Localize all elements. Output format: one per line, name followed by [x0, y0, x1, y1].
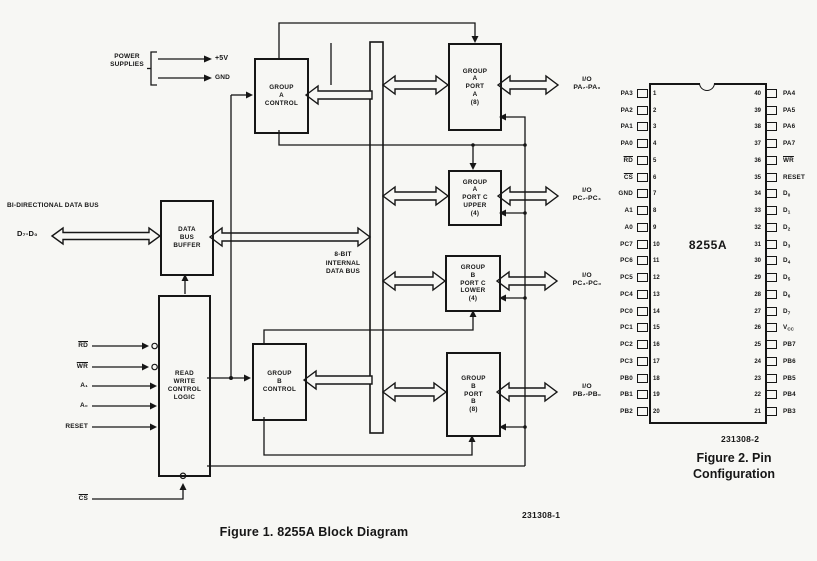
- pin-row: [596, 290, 817, 300]
- block-group-a-port-c-upper: [448, 170, 502, 226]
- figure2-ref: 231308-2: [721, 434, 760, 444]
- pin-number: 25: [754, 342, 761, 349]
- pin-name-right: RESET: [783, 173, 805, 181]
- block-group-b-port-b: [446, 352, 501, 437]
- pin-name-right: PA6: [783, 123, 796, 131]
- pin-row: [596, 89, 817, 99]
- bus-port-c-lower-arrow: [383, 272, 445, 290]
- pin-name-left: PB0: [620, 374, 633, 382]
- bus-group-b-control-arrow: [304, 371, 372, 389]
- pin-pad-icon: [766, 407, 777, 416]
- a1-input-label: A₁: [80, 382, 88, 389]
- pin-pad-icon: [637, 290, 648, 299]
- pin-name-left: PC2: [620, 341, 633, 349]
- rd-input-label: $\overline{RD}$: [78, 342, 88, 349]
- a0-input-label: A₀: [79, 402, 88, 409]
- pin-name-left: A1: [624, 207, 633, 215]
- pin-pad-icon: [766, 273, 777, 282]
- pin-number: 12: [653, 275, 660, 282]
- pin-number: 37: [754, 141, 761, 148]
- pin-number: 24: [754, 358, 761, 365]
- pin-name-left: PC3: [620, 357, 633, 365]
- pin-name-right: $D_5$: [783, 274, 791, 282]
- pin-name-left: PA1: [620, 123, 633, 131]
- pin-row: [596, 139, 817, 149]
- pin-name-right: PB3: [783, 408, 796, 416]
- d7-d0-label: D₇-D₀: [17, 229, 38, 238]
- pin-name-left: PA2: [620, 106, 633, 114]
- pin-number: 33: [754, 208, 761, 215]
- pin-name-left: PC4: [620, 290, 633, 298]
- pin-pad-icon: [766, 173, 777, 182]
- reset-input-label: RESET: [65, 423, 88, 430]
- pin-number: 18: [653, 375, 660, 382]
- block-group-a-port-a: [448, 43, 502, 131]
- pin-name-right: $D_1$: [783, 207, 791, 215]
- pin-configuration: [596, 75, 817, 505]
- pin-number: 31: [754, 241, 761, 248]
- pin-pad-icon: [766, 323, 777, 332]
- pin-number: 15: [653, 325, 660, 332]
- pin-number: 9: [653, 224, 657, 231]
- pin-name-right: PA5: [783, 106, 796, 114]
- block-label: GROUP A PORT C UPPER (4): [462, 178, 488, 217]
- pin-name-right: $D_2$: [783, 223, 791, 232]
- pin-rows: [596, 75, 817, 435]
- pin-name-right: $\overline{WR}$: [783, 156, 794, 164]
- pin-pad-icon: [637, 390, 648, 399]
- pin-number: 22: [754, 392, 761, 399]
- pin-pad-icon: [637, 240, 648, 249]
- pin-number: 10: [653, 241, 660, 248]
- block-label: GROUP B PORT B (8): [461, 375, 486, 414]
- pin-number: 36: [754, 157, 761, 164]
- block-label: READ WRITE CONTROL LOGIC: [167, 370, 202, 401]
- pin-number: 28: [754, 291, 761, 298]
- pin-pad-icon: [766, 122, 777, 131]
- pin-pad-icon: [637, 374, 648, 383]
- internal-data-bus-label: 8-BIT INTERNAL DATA BUS: [325, 251, 361, 276]
- block-label: DATA BUS BUFFER: [173, 226, 201, 249]
- pin-pad-icon: [637, 106, 648, 115]
- pin-row: [596, 390, 817, 400]
- pin-row: [596, 223, 817, 233]
- pin-pad-icon: [766, 340, 777, 349]
- pin-name-left: PA3: [620, 90, 633, 97]
- pin-pad-icon: [766, 290, 777, 299]
- pin-number: 1: [653, 91, 657, 97]
- pin-row: [596, 122, 817, 132]
- buffer-bus-arrow: [210, 228, 370, 246]
- pin-name-right: PA7: [783, 140, 796, 148]
- pin-row: [596, 357, 817, 367]
- block-label: GROUP A PORT A (8): [462, 67, 488, 106]
- pin-name-right: $D_0$: [783, 190, 791, 198]
- block-group-a-control: [254, 58, 309, 134]
- pin-pad-icon: [766, 189, 777, 198]
- pin-number: 2: [653, 107, 657, 114]
- pin-number: 34: [754, 191, 761, 198]
- pin-row: [596, 173, 817, 183]
- pin-number: 20: [653, 409, 660, 416]
- figure1-ref: 231308-1: [522, 510, 561, 520]
- block-label: GROUP B CONTROL: [262, 370, 297, 393]
- pin-number: 19: [653, 392, 660, 399]
- bus-port-c-upper-arrow: [383, 187, 448, 205]
- pin-row: [596, 256, 817, 266]
- pin-pad-icon: [766, 139, 777, 148]
- pin-pad-icon: [766, 89, 777, 98]
- pin-row: [596, 106, 817, 116]
- pin-number: 5: [653, 157, 657, 164]
- pin-name-left: $\overline{RD}$: [623, 156, 633, 164]
- block-label: GROUP A CONTROL: [264, 84, 299, 107]
- pin-pad-icon: [766, 223, 777, 232]
- bus-group-a-control-arrow: [306, 86, 372, 104]
- pin-number: 26: [754, 325, 761, 332]
- data-bus-arrow: [52, 228, 160, 244]
- bus-port-a-arrow: [383, 76, 448, 94]
- pin-name-left: PC5: [620, 274, 633, 282]
- pin-name-right: PB6: [783, 357, 796, 365]
- pin-row: [596, 206, 817, 216]
- bidirectional-data-bus-label: BI-DIRECTIONAL DATA BUS: [7, 202, 99, 209]
- cs-input-label: $\overline{CS}$: [78, 495, 88, 502]
- pin-name-right: $V_{CC}$: [783, 324, 794, 332]
- pin-name-right: $D_4$: [783, 257, 791, 265]
- pin-pad-icon: [766, 307, 777, 316]
- figure1-caption: Figure 1. 8255A Block Diagram: [219, 525, 409, 539]
- pin-number: 7: [653, 191, 657, 198]
- pin-pad-icon: [637, 256, 648, 265]
- io-pc-lower-label: I/O PC₃-PC₀: [572, 272, 602, 288]
- pin-number: 13: [653, 291, 660, 298]
- pin-pad-icon: [637, 173, 648, 182]
- pin-number: 14: [653, 308, 660, 315]
- wr-input-label: $\overline{WR}$: [76, 363, 88, 370]
- pin-number: 39: [754, 107, 761, 114]
- pin-number: 23: [754, 375, 761, 382]
- pin-number: 17: [653, 358, 660, 365]
- pin-pad-icon: [637, 323, 648, 332]
- pin-row: [596, 273, 817, 283]
- pin-pad-icon: [766, 106, 777, 115]
- pin-name-left: PC7: [620, 240, 633, 248]
- pin-name-right: PB4: [783, 391, 796, 399]
- io-pb-label: I/O PB₇-PB₀: [572, 383, 602, 399]
- pin-pad-icon: [766, 256, 777, 265]
- gnd-label: GND: [215, 74, 231, 81]
- pin-name-left: PA0: [620, 140, 633, 148]
- pin-name-right: $D_3$: [783, 240, 791, 248]
- pin-name-right: PA4: [783, 90, 796, 97]
- pin-number: 3: [653, 124, 657, 131]
- pin-number: 29: [754, 275, 761, 282]
- pin-row: [596, 189, 817, 199]
- block-label: GROUP B PORT C LOWER (4): [460, 264, 486, 303]
- io-pa-label: I/O PA₇-PA₀: [573, 76, 601, 92]
- pin-pad-icon: [637, 340, 648, 349]
- pin-row: [596, 407, 817, 417]
- pin-number: 35: [754, 174, 761, 181]
- pin-number: 40: [754, 91, 761, 97]
- pin-pad-icon: [637, 357, 648, 366]
- block-data-bus-buffer: [160, 200, 214, 276]
- pin-pad-icon: [637, 122, 648, 131]
- power-supplies-label: POWER SUPPLIES: [110, 53, 144, 68]
- pin-name-right: $D_6$: [783, 290, 791, 299]
- pin-pad-icon: [637, 407, 648, 416]
- pin-pad-icon: [637, 273, 648, 282]
- pin-name-left: PC6: [620, 257, 633, 265]
- pin-name-left: GND: [618, 190, 633, 198]
- pin-name-left: $\overline{CS}$: [623, 173, 633, 181]
- pin-name-left: PB1: [620, 391, 633, 399]
- block-group-b-control: [252, 343, 307, 421]
- pin-number: 32: [754, 224, 761, 231]
- block-read-write-control-logic: [158, 295, 211, 477]
- pin-pad-icon: [637, 139, 648, 148]
- pin-number: 16: [653, 342, 660, 349]
- pin-row: [596, 156, 817, 166]
- pin-number: 4: [653, 141, 657, 148]
- pin-pad-icon: [766, 357, 777, 366]
- plus5v-label: +5V: [215, 55, 229, 62]
- pin-pad-icon: [766, 156, 777, 165]
- pin-name-right: PB7: [783, 341, 796, 349]
- pin-pad-icon: [766, 240, 777, 249]
- io-pc-upper-arrow: [498, 187, 558, 205]
- pin-pad-icon: [637, 206, 648, 215]
- pin-pad-icon: [637, 89, 648, 98]
- pin-name-right: PB5: [783, 374, 796, 382]
- pin-row: [596, 340, 817, 350]
- pin-number: 8: [653, 208, 657, 215]
- io-pc-upper-label: I/O PC₇-PC₄: [572, 187, 602, 203]
- pin-pad-icon: [766, 390, 777, 399]
- pin-number: 30: [754, 258, 761, 265]
- internal-data-bus-bar: [370, 42, 383, 433]
- pin-name-left: PB2: [620, 408, 633, 416]
- pin-pad-icon: [766, 374, 777, 383]
- pin-row: [596, 307, 817, 317]
- chip-name: 8255A: [688, 238, 728, 252]
- pin-number: 38: [754, 124, 761, 131]
- pin-pad-icon: [637, 156, 648, 165]
- block-group-b-port-c-lower: [445, 255, 501, 312]
- pin-row: [596, 374, 817, 384]
- pin-pad-icon: [637, 189, 648, 198]
- io-pc-lower-arrow: [497, 272, 557, 290]
- pin-pad-icon: [766, 206, 777, 215]
- pin-pad-icon: [637, 223, 648, 232]
- pin-name-left: PC1: [620, 324, 633, 332]
- pin-number: 21: [754, 409, 761, 416]
- pin-pad-icon: [637, 307, 648, 316]
- pin-name-right: $D_7$: [783, 307, 791, 315]
- pin-number: 11: [653, 258, 660, 265]
- figure2-caption: Figure 2. Pin Configuration: [693, 451, 775, 481]
- pin-row: [596, 323, 817, 333]
- pin-name-left: PC0: [620, 307, 633, 315]
- io-pa-arrow: [498, 76, 558, 94]
- pin-number: 27: [754, 308, 761, 315]
- bus-port-b-arrow: [383, 383, 446, 401]
- io-pb-arrow: [497, 383, 557, 401]
- pin-number: 6: [653, 174, 657, 181]
- pin-name-left: A0: [624, 223, 633, 231]
